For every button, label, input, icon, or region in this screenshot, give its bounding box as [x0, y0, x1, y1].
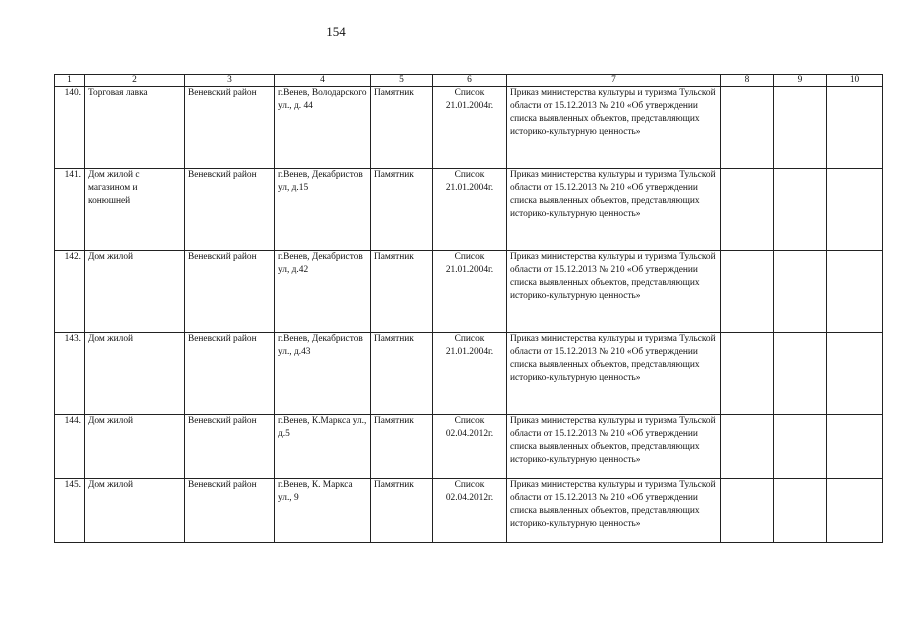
list-date: Список 21.01.2004г.: [433, 87, 507, 169]
order-reference: Приказ министерства культуры и туризма Тульской области от 15.12.2013 № 210 «Об утверждении списка выявленных объектов, представляющих историко-культурную ценность»: [507, 169, 721, 251]
page-number: 154: [326, 24, 346, 39]
order-reference: Приказ министерства культуры и туризма Тульской области от 15.12.2013 № 210 «Об утверждении списка выявленных объектов, представляющих историко-культурную ценность»: [507, 479, 721, 543]
col-10-cell: [827, 87, 883, 169]
col-9-cell: [774, 169, 827, 251]
col-9-cell: [774, 251, 827, 333]
category: Памятник: [371, 415, 433, 479]
object-name: Дом жилой: [85, 251, 185, 333]
column-header: 8: [721, 75, 774, 87]
col-8-cell: [721, 251, 774, 333]
col-9-cell: [774, 479, 827, 543]
district: Веневский район: [185, 87, 275, 169]
table-header-row: [55, 75, 883, 87]
category: Памятник: [371, 87, 433, 169]
row-number: 143.: [55, 333, 85, 415]
address: г.Венев, Володарского ул., д. 44: [275, 87, 371, 169]
column-header: 3: [185, 75, 275, 87]
order-reference: Приказ министерства культуры и туризма Тульской области от 15.12.2013 № 210 «Об утверждении списка выявленных объектов, представляющих историко-культурную ценность»: [507, 251, 721, 333]
list-date: Список 02.04.2012г.: [433, 479, 507, 543]
col-9-cell: [774, 333, 827, 415]
order-reference: Приказ министерства культуры и туризма Тульской области от 15.12.2013 № 210 «Об утверждении списка выявленных объектов, представляющих историко-культурную ценность»: [507, 333, 721, 415]
col-10-cell: [827, 415, 883, 479]
column-header: 7: [507, 75, 721, 87]
list-date: Список 02.04.2012г.: [433, 415, 507, 479]
column-header: 2: [85, 75, 185, 87]
category: Памятник: [371, 333, 433, 415]
col-8-cell: [721, 333, 774, 415]
object-name: Дом жилой: [85, 479, 185, 543]
address: г.Венев, К. Маркса ул., 9: [275, 479, 371, 543]
district: Веневский район: [185, 333, 275, 415]
table-row: [55, 87, 883, 169]
row-number: 145.: [55, 479, 85, 543]
column-header: 1: [55, 75, 85, 87]
col-8-cell: [721, 169, 774, 251]
object-name: Дом жилой: [85, 333, 185, 415]
address: г.Венев, К.Маркса ул., д.5: [275, 415, 371, 479]
row-number: 141.: [55, 169, 85, 251]
order-reference: Приказ министерства культуры и туризма Тульской области от 15.12.2013 № 210 «Об утверждении списка выявленных объектов, представляющих историко-культурную ценность»: [507, 415, 721, 479]
col-10-cell: [827, 333, 883, 415]
col-10-cell: [827, 169, 883, 251]
table-row: [55, 415, 883, 479]
object-name: Дом жилой: [85, 415, 185, 479]
row-number: 144.: [55, 415, 85, 479]
table-row: [55, 169, 883, 251]
heritage-objects-table: [54, 74, 883, 543]
column-header: 10: [827, 75, 883, 87]
object-name: Торговая лавка: [85, 87, 185, 169]
column-header: 5: [371, 75, 433, 87]
object-name: Дом жилой с магазином и конюшней: [85, 169, 185, 251]
col-8-cell: [721, 479, 774, 543]
category: Памятник: [371, 169, 433, 251]
order-reference: Приказ министерства культуры и туризма Тульской области от 15.12.2013 № 210 «Об утверждении списка выявленных объектов, представляющих историко-культурную ценность»: [507, 87, 721, 169]
list-date: Список 21.01.2004г.: [433, 251, 507, 333]
table-row: [55, 333, 883, 415]
row-number: 140.: [55, 87, 85, 169]
address: г.Венев, Декабристов ул., д.43: [275, 333, 371, 415]
district: Веневский район: [185, 169, 275, 251]
col-10-cell: [827, 251, 883, 333]
col-10-cell: [827, 479, 883, 543]
row-number: 142.: [55, 251, 85, 333]
table-row: [55, 479, 883, 543]
column-header: 6: [433, 75, 507, 87]
district: Веневский район: [185, 415, 275, 479]
district: Веневский район: [185, 251, 275, 333]
column-header: 9: [774, 75, 827, 87]
col-9-cell: [774, 415, 827, 479]
district: Веневский район: [185, 479, 275, 543]
list-date: Список 21.01.2004г.: [433, 169, 507, 251]
category: Памятник: [371, 251, 433, 333]
col-9-cell: [774, 87, 827, 169]
column-header: 4: [275, 75, 371, 87]
col-8-cell: [721, 87, 774, 169]
address: г.Венев, Декабристов ул, д.15: [275, 169, 371, 251]
category: Памятник: [371, 479, 433, 543]
col-8-cell: [721, 415, 774, 479]
address: г.Венев, Декабристов ул, д.42: [275, 251, 371, 333]
table-row: [55, 251, 883, 333]
list-date: Список 21.01.2004г.: [433, 333, 507, 415]
